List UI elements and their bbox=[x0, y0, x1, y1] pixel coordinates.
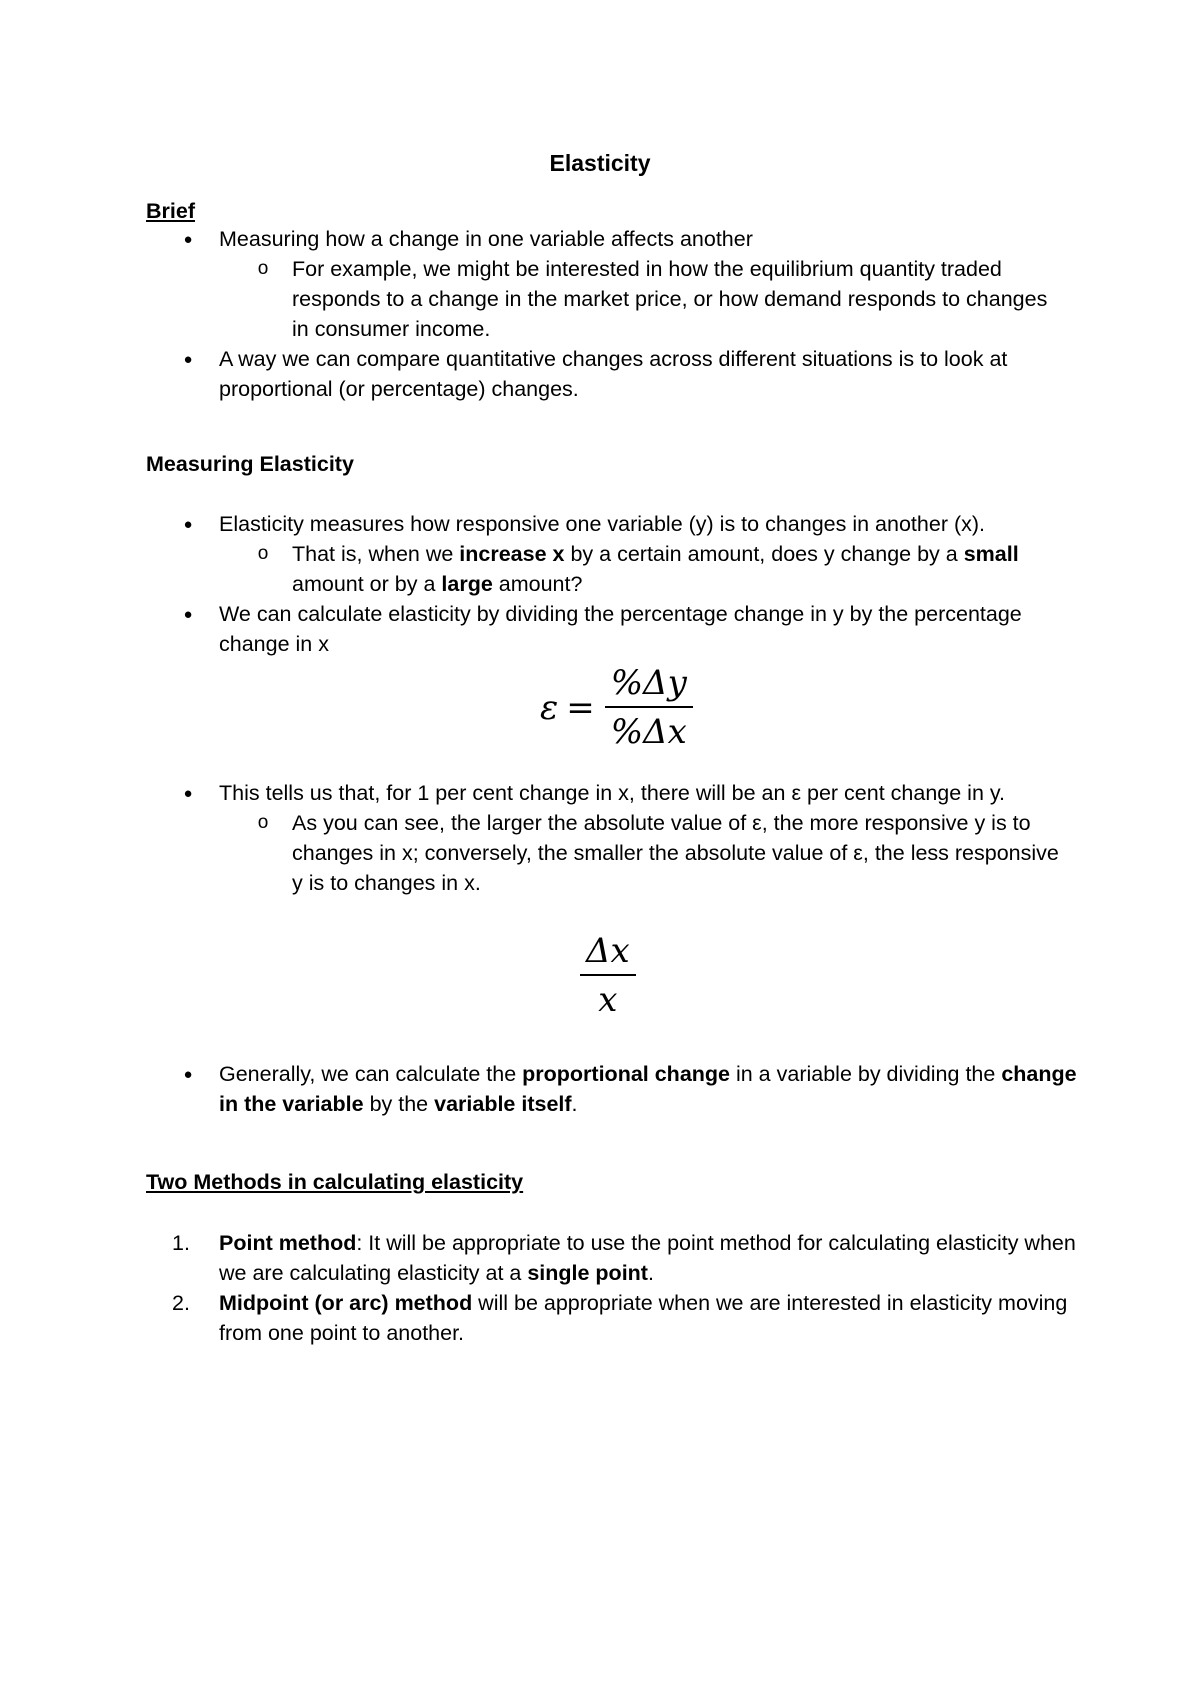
circle-bullet-icon: o bbox=[257, 812, 269, 833]
formula-fraction bbox=[580, 928, 636, 1024]
section-heading-methods: Two Methods in calculating elasticity bbox=[146, 1170, 524, 1194]
section-heading-brief: Brief bbox=[146, 199, 195, 223]
list-number: 2. bbox=[172, 1291, 190, 1315]
methods-item-2: Midpoint (or arc) method will be appropriate when we are interested in elasticity moving from one point to another. bbox=[219, 1291, 1068, 1345]
formula-numerator: %Δy bbox=[610, 663, 687, 703]
circle-bullet-icon: o bbox=[257, 543, 269, 564]
methods-item-1: Point method: It will be appropriate to use the point method for calculating elasticity when we are calculating elasticity at a single point. bbox=[219, 1231, 1076, 1285]
measuring-subitem-1: That is, when we increase x by a certain amount, does y change by a small amount or by a large amount? bbox=[292, 542, 1019, 596]
formula-numerator: Δx bbox=[586, 931, 630, 971]
brief-subitem-1: For example, we might be interested in how the equilibrium quantity traded responds to a change in the market price, or how demand responds to changes in consumer income. bbox=[292, 257, 1048, 341]
formula-denominator: x bbox=[580, 974, 636, 1024]
measuring-item-4: Generally, we can calculate the proportional change in a variable by dividing the change in the variable by the variable itself. bbox=[219, 1062, 1077, 1116]
circle-bullet-icon: o bbox=[257, 258, 269, 279]
page-title: Elasticity bbox=[549, 150, 651, 176]
proportional-change-formula bbox=[580, 928, 636, 1024]
measuring-item-2: We can calculate elasticity by dividing the percentage change in y by the percentage change in x bbox=[219, 602, 1022, 656]
bullet-icon: ● bbox=[183, 231, 193, 248]
measuring-item-1: Elasticity measures how responsive one variable (y) is to changes in another (x). bbox=[219, 512, 985, 536]
brief-item-1: Measuring how a change in one variable affects another bbox=[219, 227, 753, 251]
bullet-icon: ● bbox=[183, 1066, 193, 1083]
bullet-icon: ● bbox=[183, 606, 193, 623]
list-number: 1. bbox=[172, 1231, 190, 1255]
formula-equals: = bbox=[566, 688, 595, 728]
bullet-icon: ● bbox=[183, 516, 193, 533]
brief-item-2: A way we can compare quantitative changes across different situations is to look at proportional (or percentage) changes. bbox=[219, 347, 1008, 401]
bullet-icon: ● bbox=[183, 351, 193, 368]
measuring-item-3: This tells us that, for 1 per cent change in x, there will be an ε per cent change in y. bbox=[219, 781, 1005, 805]
elasticity-formula bbox=[540, 660, 693, 756]
section-heading-measuring: Measuring Elasticity bbox=[146, 452, 354, 476]
formula-fraction bbox=[605, 660, 693, 756]
formula-denominator: %Δx bbox=[605, 706, 693, 756]
formula-epsilon: ε bbox=[540, 688, 559, 728]
bullet-icon: ● bbox=[183, 785, 193, 802]
measuring-subitem-3: As you can see, the larger the absolute value of ε, the more responsive y is to changes in x; conversely, the smaller the absolute value of ε, the less responsive y is to changes in x. bbox=[292, 811, 1059, 895]
